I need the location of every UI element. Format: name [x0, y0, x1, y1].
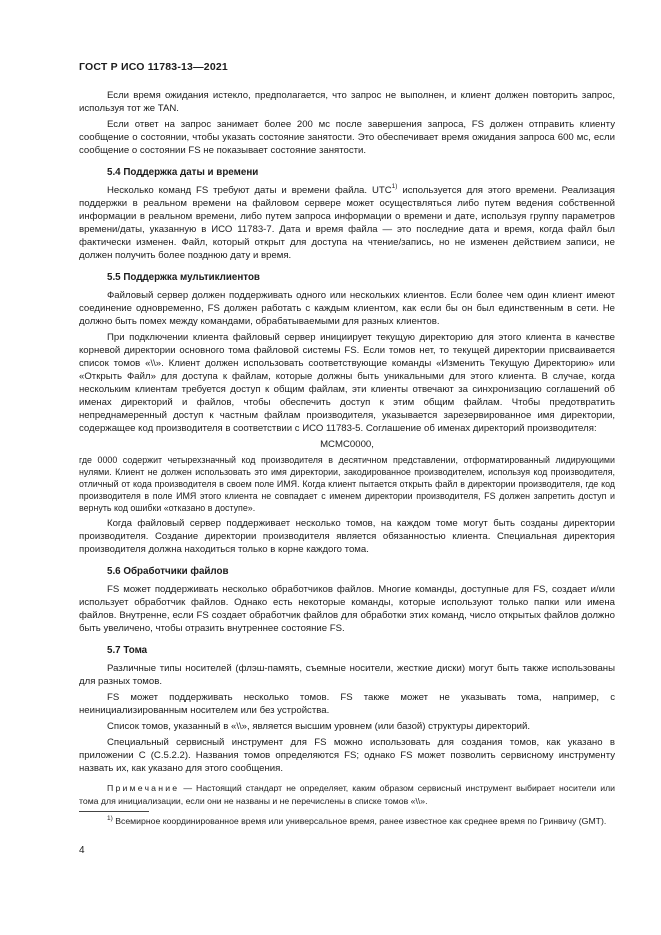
- paragraph: Файловый сервер должен поддерживать одного или нескольких клиентов. Если более чем один клиент имеют соединение одновременно, FS должен работать с каждым клиентом, как если бы он был единственным в сети. Не должно быть помех между командами, обрабатываемыми для разных клиентов.: [79, 290, 615, 327]
- note-text: — Настоящий стандарт не определяет, каким образом сервисный инструмент выбирает носители или тома для инициализации, если они не названы и не перечислены в списке томов «\\».: [79, 783, 615, 806]
- page-number: 4: [79, 845, 85, 856]
- paragraph: Если ответ на запрос занимает более 200 мс после завершения запроса, FS должен отправить клиенту сообщение о состоянии, чтобы указать состояние занятости. Это обеспечивает время ожидания запроса 600 мс, если сообщение о состоянии FS не показывает состояние занятости.: [79, 119, 615, 156]
- document-body: [79, 89, 615, 811]
- section-heading-5-4: 5.4 Поддержка даты и времени: [107, 167, 259, 178]
- paragraph: Если время ожидания истекло, предполагается, что запрос не выполнен, и клиент должен повторить запрос, используя тот же TAN.: [79, 90, 615, 114]
- paragraph-text: используется для этого времени. Реализация поддержки в реальном времени на файловом сервере может осуществляться либо путем ведения собственной информации в реальном времени, либо путем запроса информации о времени и дате, используя группу параметров времени/даты, указанную в ИСО 11783-7. Дата и время файла — это последние дата и время, когда файл был фактически изменен. Файл, который открыт для доступа на чтение/запись, но не изменен действием записи, не должен получить более позднюю дату и время.: [79, 185, 616, 261]
- paragraph: При подключении клиента файловый сервер инициирует текущую директорию для этого клиента в качестве корневой директории основного тома файловой системы FS. Если томов нет, то текущей директории присваивается список томов «\\». Клиент должен использовать соответствующие команды «Изменить Текущую Директорию» или «Открыть Файл» для доступа к файлам, которые должны быть уникальными для этого клиента. В случае, когда нескольким клиентам требуется доступ к общим файлам, эти клиенты отвечают за синхронизацию соглашений об именах директорий и файлов, чтобы обеспечить доступ к этим общим файлам. Чтобы предотвратить непреднамеренный доступ к частным файлам производителя, указывается зарезервированное имя директории, содержащее код производителя в соответствии с ИСО 11783-5. Соглашение об именах директорий производителя:: [79, 332, 615, 434]
- paragraph: где 0000 содержит четырехзначный код производителя в десятичном представлении, отформатированный лидирующими нулями. Клиент не должен использовать это имя директории, закодированное производителем, используя код производителя, отличный от кода производителя в своем поле ИМЯ. Когда клиент пытается открыть файл в директории производителя, где код производителя в поле ИМЯ этого клиента не совпадает с именем директории производителя, FS должен запретить доступ и вернуть код ошибки «отказано в доступе».: [79, 455, 615, 513]
- section-heading-5-5: 5.5 Поддержка мультиклиентов: [107, 272, 260, 283]
- section-heading-5-7: 5.7 Тома: [107, 645, 148, 656]
- footnote-divider: [79, 811, 149, 812]
- paragraph: FS может поддерживать несколько обработчиков файлов. Многие команды, доступные для FS, создает и/или использует обработчик файлов. Однако есть некоторые команды, которые используют только папки или имена файлов. Внутренне, если FS создает обработчик файлов для обработки этих команд, число открытых файлов должно быть увеличено, чтобы отразить внутреннее состояние FS.: [79, 584, 615, 634]
- footnote-reference: 1): [391, 183, 398, 191]
- paragraph: Различные типы носителей (флэш-память, съемные носители, жесткие диски) могут быть также использованы для разных томов.: [79, 663, 615, 687]
- paragraph: [79, 184, 615, 262]
- footnote-text: Всемирное координированное время или универсальное время, ранее известное как среднее время по Гринвичу (GMT).: [112, 816, 607, 826]
- paragraph: Специальный сервисный инструмент для FS можно использовать для создания томов, как указано в приложении С (С.5.2.2). Названия томов определяются FS; однако FS может позволить сервисному инструменту назвать их, как указано для этого сообщения.: [79, 737, 615, 774]
- paragraph: Список томов, указанный в «\\», является высшим уровнем (или базой) структуры директорий.: [107, 721, 531, 732]
- footnote: [79, 815, 615, 827]
- section-heading-5-6: 5.6 Обработчики файлов: [107, 566, 229, 577]
- formula: MCMC0000,: [320, 439, 374, 450]
- paragraph: FS может поддерживать несколько томов. FS также может не указывать тома, например, с неинициализированным носителем или без устройства.: [79, 692, 615, 716]
- document-header: ГОСТ Р ИСО 11783-13—2021: [79, 61, 228, 73]
- note: [79, 782, 615, 808]
- paragraph: Когда файловый сервер поддерживает несколько томов, на каждом томе могут быть созданы директории производителя. Создание директории производителя является обязанностью клиента. Специальная директория производителя должна находиться только в корне каждого тома.: [79, 518, 615, 555]
- paragraph-text: Несколько команд FS требуют даты и времени файла. UTC: [107, 185, 392, 196]
- footnote-marker: 1): [107, 814, 113, 822]
- note-label: Примечание: [107, 783, 180, 793]
